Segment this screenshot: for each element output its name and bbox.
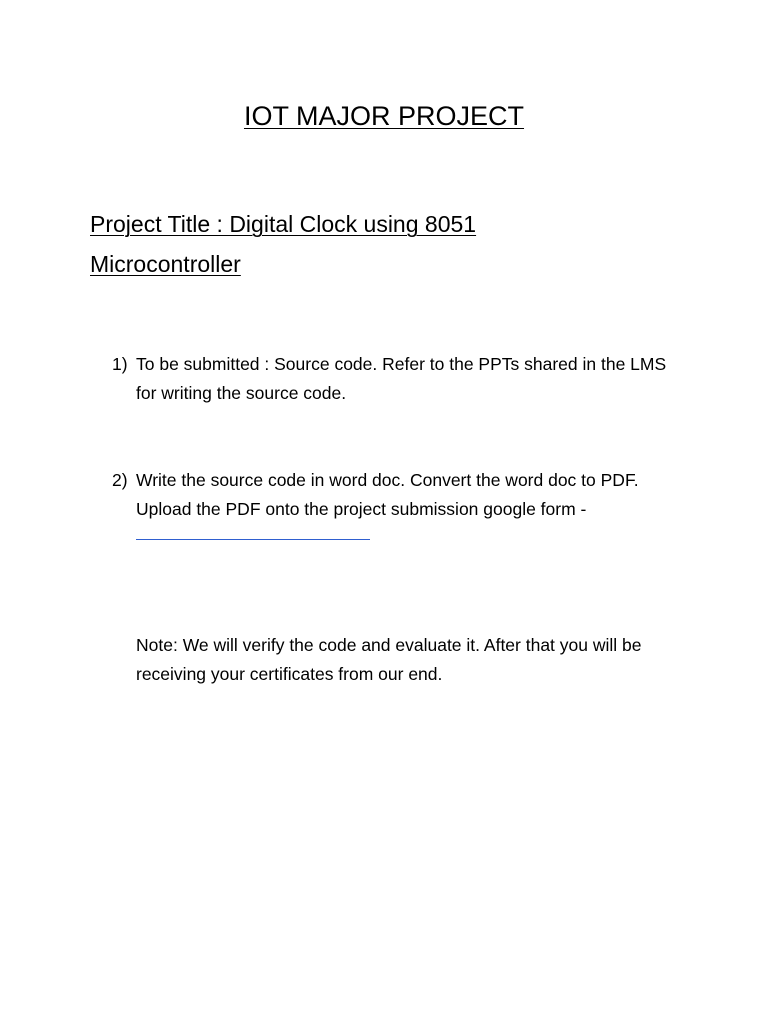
document-heading xyxy=(0,96,768,136)
note-paragraph: Note: We will verify the code and evaluate it. After that you will be receiving your certificates from our end. xyxy=(136,635,642,684)
project-title xyxy=(90,204,610,284)
list-item-text: To be submitted : Source code. Refer to the PPTs shared in the LMS for writing the source code. xyxy=(136,354,667,403)
project-title-text: Project Title : Digital Clock using 8051 Microcontroller xyxy=(90,211,477,277)
document-heading-text: IOT MAJOR PROJECT xyxy=(243,101,525,131)
form-link-underline[interactable] xyxy=(136,539,370,540)
list-item-number: 1) xyxy=(112,354,128,374)
list-item xyxy=(112,466,682,524)
list-item-text: Write the source code in word doc. Convert the word doc to PDF. Upload the PDF onto the project submission google form - xyxy=(136,470,639,519)
list-item xyxy=(112,350,682,408)
list-item-number: 2) xyxy=(112,470,128,490)
